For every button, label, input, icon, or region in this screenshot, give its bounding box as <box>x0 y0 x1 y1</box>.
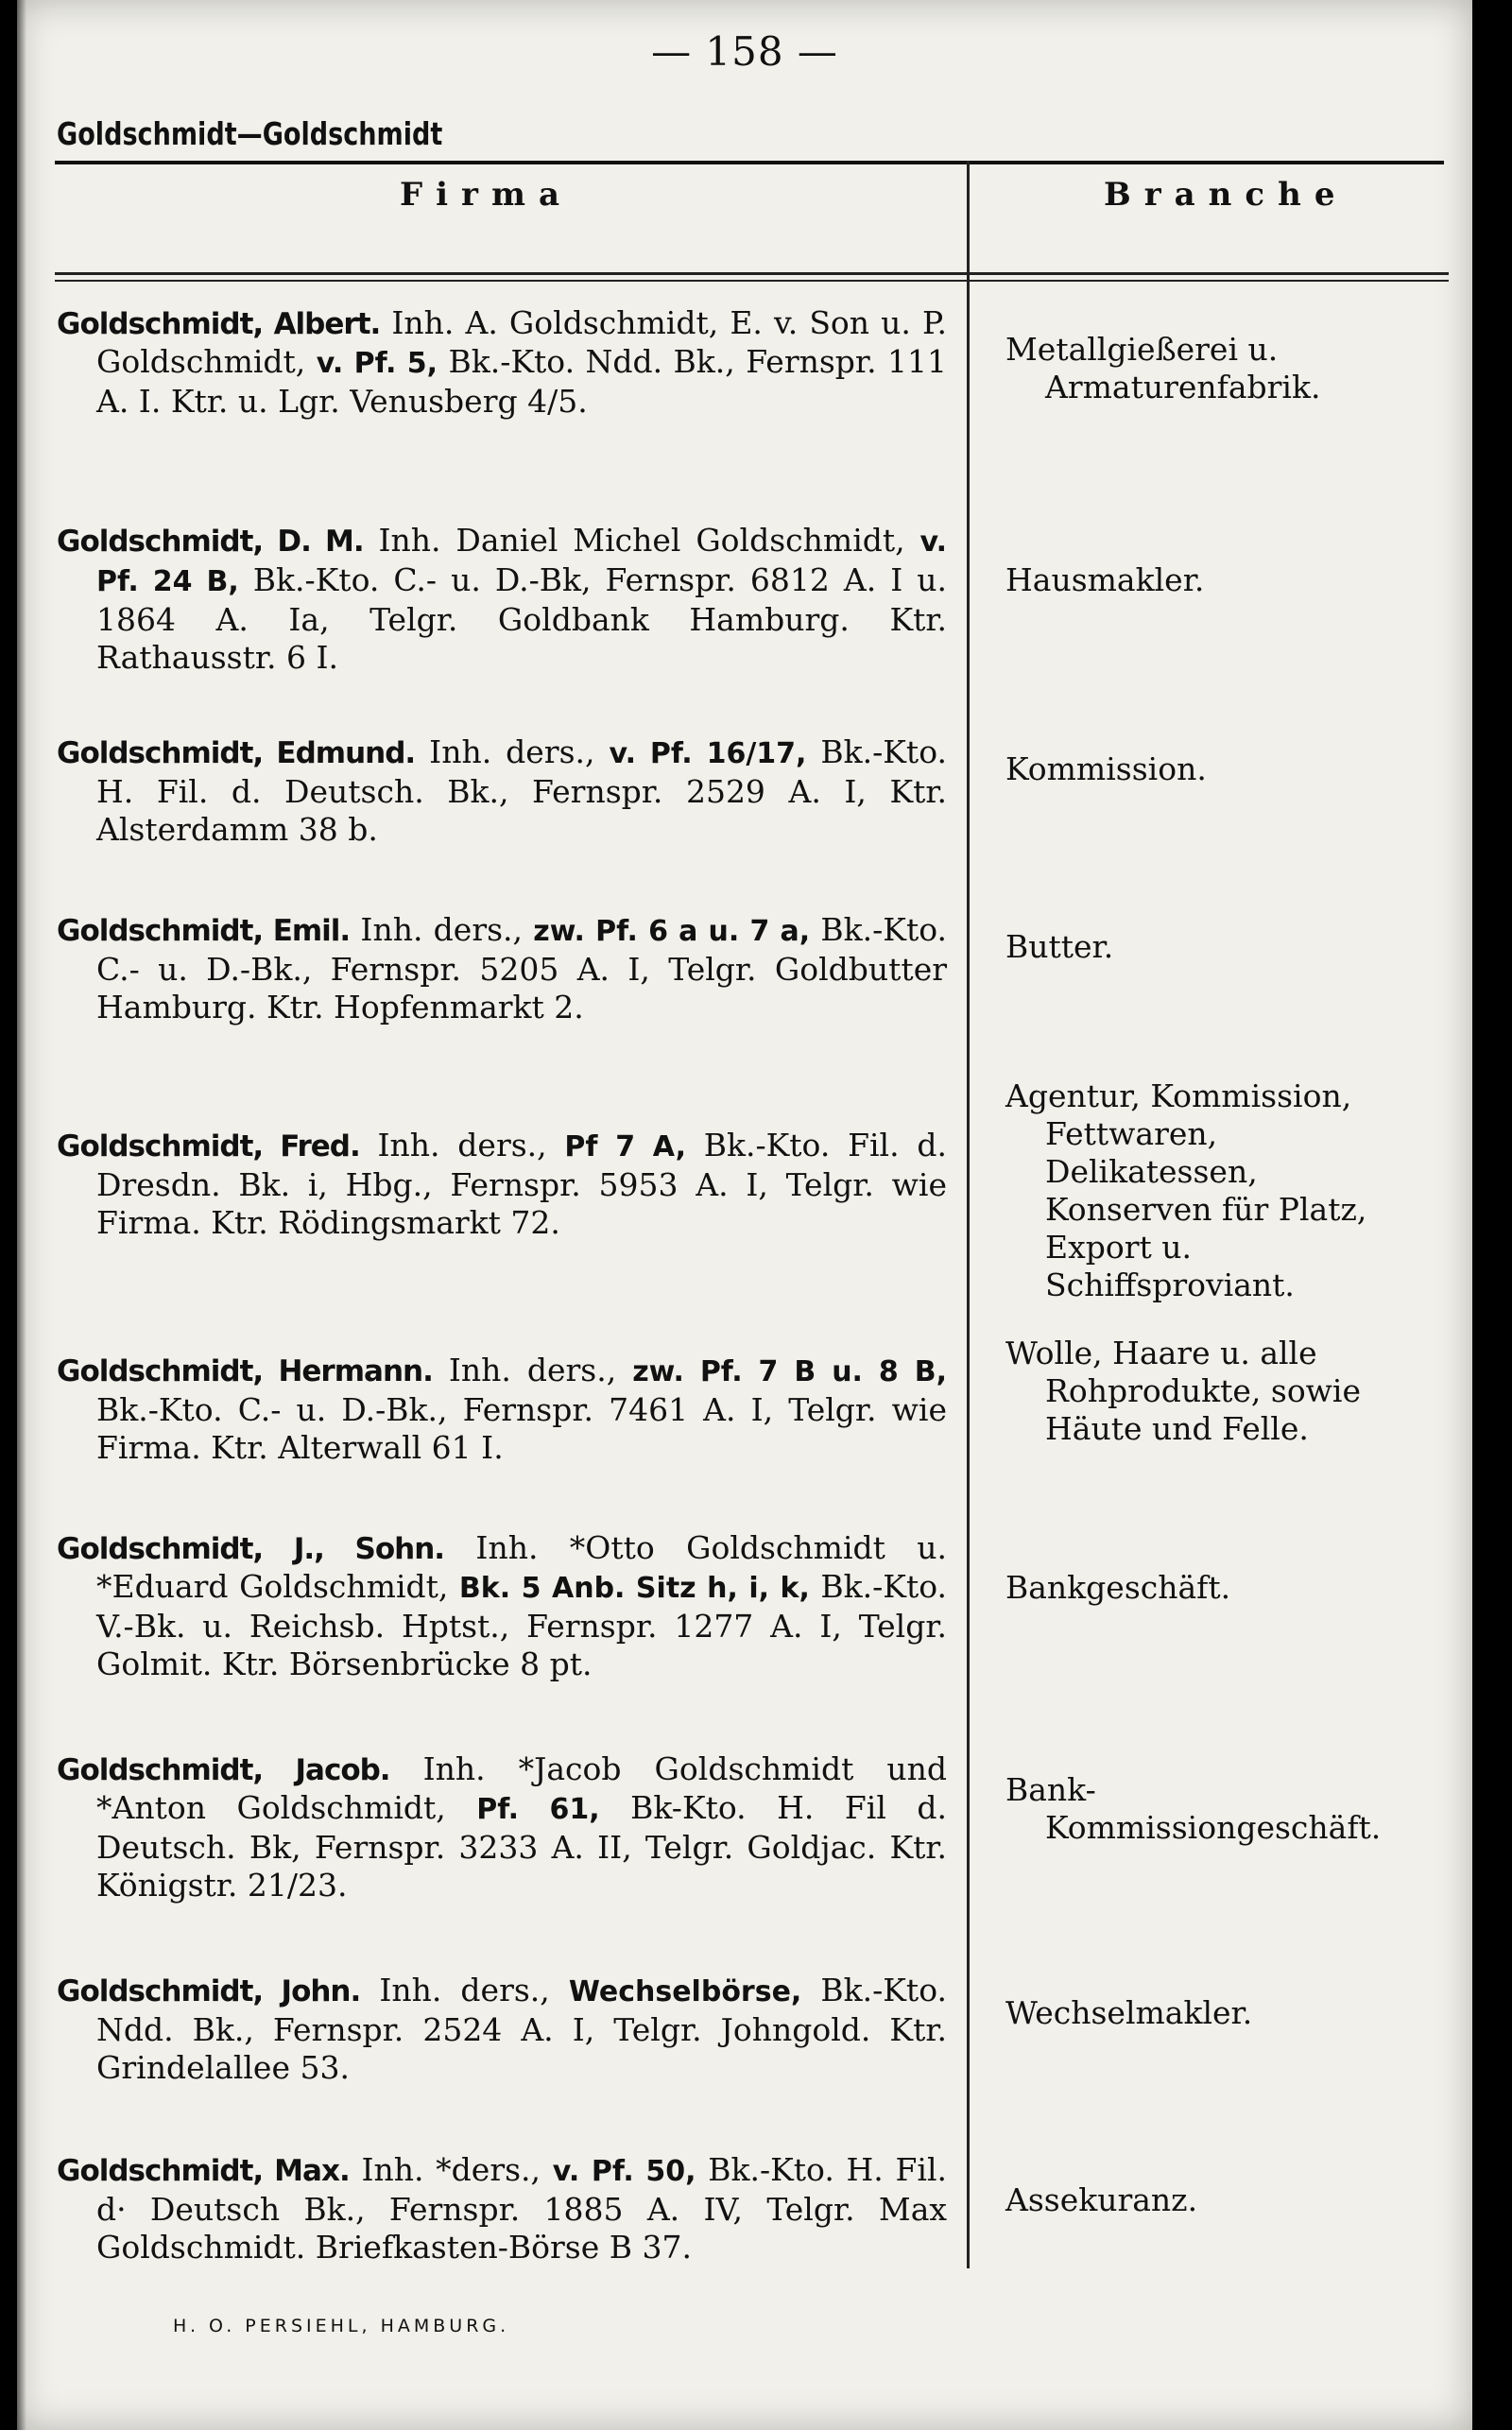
firm-name: Goldschmidt, Emil. <box>57 914 351 948</box>
firm-details: Bk.-Kto. Ndd. Bk., Fernspr. 111 A. I. Ktr. u. Lgr. Venusberg 4/5. <box>96 343 947 420</box>
firma-cell <box>57 733 947 849</box>
firm-details: Inh. ders., <box>415 733 610 770</box>
firm-details: Bk.-Kto. H. Fil. d. Deutsch. Bk., Fernspr. 2529 A. I, Ktr. Alsterdamm 38 b. <box>96 733 947 848</box>
branche-cell <box>1005 928 1431 966</box>
firm-location: Bk. 5 Anb. Sitz h, i, k, <box>458 1572 810 1605</box>
firm-details: Inh. ders., <box>359 1127 565 1163</box>
book-spine-shadow <box>17 0 26 2430</box>
firm-details: Inh. ders., <box>432 1352 633 1388</box>
header-rule <box>55 161 1444 164</box>
branche-cell <box>1005 1077 1431 1304</box>
firma-cell <box>57 1352 947 1467</box>
firma-cell <box>57 1127 947 1242</box>
firm-location: v. Pf. 5, <box>316 347 438 380</box>
branche-text: Kommission. <box>1005 750 1207 787</box>
firm-details: Bk.-Kto. Ndd. Bk., Fernspr. 2524 A. I, Telgr. Johngold. Ktr. Grindelallee 53. <box>96 1972 947 2086</box>
branche-cell <box>1005 750 1431 788</box>
firma-cell <box>57 1529 947 1683</box>
printer-imprint: H. O. PERSIEHL, HAMBURG. <box>173 2316 510 2336</box>
firm-details: Inh. Daniel Michel Goldschmidt, <box>363 522 920 559</box>
firm-details: Inh. *ders., <box>349 2151 553 2188</box>
branche-text: Metallgießerei u. Armaturenfabrik. <box>1005 331 1321 405</box>
firm-name: Goldschmidt, J., Sohn. <box>57 1532 445 1566</box>
branche-text: Hausmakler. <box>1005 561 1205 598</box>
header-double-rule <box>55 272 1449 282</box>
firm-location: v. Pf. 16/17, <box>609 737 807 770</box>
column-header-branche: Branche <box>1104 176 1349 214</box>
firm-location: zw. Pf. 7 B u. 8 B, <box>632 1355 947 1388</box>
firm-details: Bk.-Kto. H. Fil. d· Deutsch Bk., Fernspr. 1885 A. IV, Telgr. Max Goldschmidt. Briefkasten-Börse B 37. <box>96 2151 947 2266</box>
firm-location: v. Pf. 24 B, <box>96 526 947 598</box>
firma-cell <box>57 304 947 421</box>
branche-cell <box>1005 1771 1431 1847</box>
branche-text: Bank-Kommissiongeschäft. <box>1005 1771 1382 1846</box>
firm-details: Inh. *Jacob Goldschmidt und *Anton Goldschmidt, <box>96 1750 948 1826</box>
firm-details: Bk.-Kto. C.- u. D.-Bk, Fernspr. 6812 A. I u. 1864 A. Ia, Telgr. Goldbank Hamburg. Ktr. Rathausstr. 6 I. <box>96 561 947 676</box>
running-head: Goldschmidt—Goldschmidt <box>57 115 443 152</box>
firm-name: Goldschmidt, Max. <box>57 2154 350 2188</box>
firm-location: Pf. 61, <box>476 1793 600 1826</box>
branche-cell <box>1005 2181 1431 2219</box>
firma-cell <box>57 911 947 1026</box>
firm-details: Bk.-Kto. C.- u. D.-Bk., Fernspr. 5205 A. I, Telgr. Goldbutter Hamburg. Ktr. Hopfenmarkt 2. <box>96 911 947 1025</box>
branche-cell <box>1005 331 1431 406</box>
firm-location: zw. Pf. 6 a u. 7 a, <box>533 915 811 948</box>
firm-name: Goldschmidt, D. M. <box>57 525 364 559</box>
branche-text: Assekuranz. <box>1005 2181 1198 2218</box>
firm-name: Goldschmidt, Jacob. <box>57 1753 390 1787</box>
branche-text: Wechselmakler. <box>1005 1994 1253 2031</box>
firm-name: Goldschmidt, Edmund. <box>57 736 416 770</box>
firma-cell <box>57 1750 947 1904</box>
firm-name: Goldschmidt, Fred. <box>57 1129 360 1163</box>
branche-cell <box>1005 561 1431 599</box>
branche-text: Agentur, Kommission, Fettwaren, Delikatessen, Konserven für Platz, Export u. Schiffsproviant. <box>1005 1077 1367 1303</box>
firma-cell <box>57 1972 947 2087</box>
branche-cell <box>1005 1994 1431 2032</box>
page-number: — 158 — <box>651 28 838 75</box>
firma-cell <box>57 522 947 677</box>
directory-page <box>17 0 1472 2430</box>
firm-details: Inh. *Otto Goldschmidt u. *Eduard Goldschmidt, <box>96 1529 947 1605</box>
branche-cell <box>1005 1569 1431 1607</box>
firm-location: Wechselbörse, <box>568 1975 802 2008</box>
firm-location: v. Pf. 50, <box>552 2155 696 2188</box>
firm-name: Goldschmidt, Albert. <box>57 307 381 341</box>
firm-details: Bk.-Kto. C.- u. D.-Bk., Fernspr. 7461 A. I, Telgr. wie Firma. Ktr. Alterwall 61 I. <box>96 1391 947 1466</box>
branche-text: Butter. <box>1005 928 1114 965</box>
firma-cell <box>57 2151 947 2266</box>
firm-details: Inh. A. Goldschmidt, E. v. Son u. P. Goldschmidt, <box>96 304 947 380</box>
firm-location: Pf 7 A, <box>564 1130 686 1163</box>
branche-text: Bankgeschäft. <box>1005 1569 1231 1606</box>
branche-text: Wolle, Haare u. alle Rohprodukte, sowie Häute und Felle. <box>1005 1335 1362 1447</box>
firm-details: Bk.-Kto. Fil. d. Dresdn. Bk. i, Hbg., Fernspr. 5953 A. I, Telgr. wie Firma. Ktr. Rödingsmarkt 72. <box>96 1127 947 1241</box>
branche-cell <box>1005 1335 1431 1448</box>
column-divider <box>967 161 970 2268</box>
firm-details: Bk-Kto. H. Fil d. Deutsch. Bk, Fernspr. 3233 A. II, Telgr. Goldjac. Ktr. Königstr. 21/23. <box>96 1789 947 1904</box>
column-header-firma: Firma <box>400 176 573 214</box>
firm-name: Goldschmidt, John. <box>57 1974 361 2008</box>
firm-details: Inh. ders., <box>360 1972 569 2008</box>
firm-name: Goldschmidt, Hermann. <box>57 1354 433 1388</box>
firm-details: Bk.-Kto. V.-Bk. u. Reichsb. Hptst., Fernspr. 1277 A. I, Telgr. Golmit. Ktr. Börsenbrücke 8 pt. <box>96 1568 947 1682</box>
firm-details: Inh. ders., <box>350 911 534 948</box>
